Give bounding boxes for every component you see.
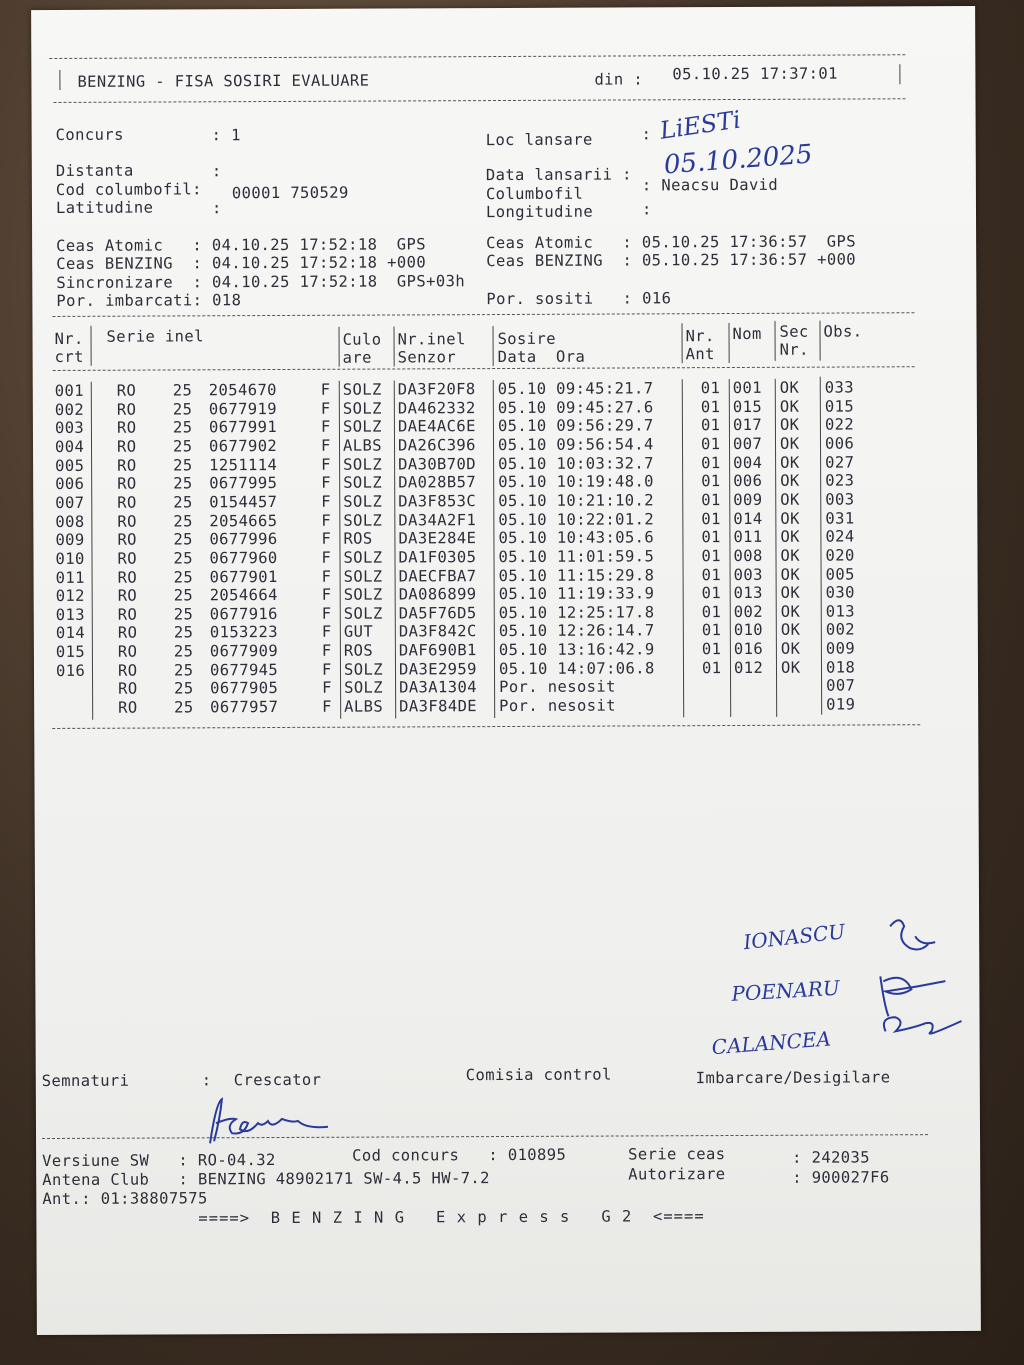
row-nom: 010 bbox=[733, 621, 764, 640]
row-tara: RO bbox=[117, 642, 138, 661]
row-sosire: 05.10 11:15:29.8 bbox=[498, 565, 655, 585]
header-sep bbox=[681, 323, 682, 363]
longitudine-value: : bbox=[641, 200, 652, 219]
latitudine-label: Latitudine bbox=[55, 198, 154, 217]
row-sex: F bbox=[322, 679, 332, 698]
body-sep bbox=[820, 377, 822, 715]
row-sex: F bbox=[320, 418, 331, 437]
row-nr: 002 bbox=[54, 400, 85, 419]
header-sep bbox=[774, 321, 775, 361]
row-culoare: ROS bbox=[343, 529, 373, 548]
row-senzor: DAF690B1 bbox=[398, 641, 477, 660]
row-sex: F bbox=[321, 604, 332, 623]
header-left-bar bbox=[59, 70, 60, 90]
row-ant: 01 bbox=[701, 453, 721, 472]
row-sex: F bbox=[322, 697, 332, 716]
col-sec-header-2: Nr. bbox=[779, 340, 809, 359]
row-inel: 2054665 bbox=[209, 511, 278, 530]
row-an: 25 bbox=[173, 493, 193, 512]
row-culoare: SOLZ bbox=[343, 585, 383, 604]
row-an: 25 bbox=[173, 549, 194, 568]
row-ant: 01 bbox=[701, 584, 722, 603]
row-sec: OK bbox=[780, 527, 800, 546]
header-top-rule bbox=[49, 54, 905, 59]
row-sex: F bbox=[321, 529, 332, 548]
row-obs: 006 bbox=[824, 434, 855, 453]
data-lansarii-handwritten: 05.10.2025 bbox=[662, 139, 814, 181]
body-sep bbox=[339, 381, 341, 719]
row-sosire: 05.10 14:07:06.8 bbox=[498, 659, 655, 678]
row-sec: OK bbox=[780, 471, 800, 491]
row-sec: OK bbox=[780, 639, 801, 658]
row-sex: F bbox=[321, 623, 332, 642]
crescator-label: Crescator bbox=[233, 1070, 322, 1090]
row-culoare: SOLZ bbox=[342, 399, 382, 418]
row-obs: 020 bbox=[825, 546, 855, 565]
row-tara: RO bbox=[118, 698, 138, 717]
row-senzor: DA3F853C bbox=[398, 492, 477, 511]
row-culoare: SOLZ bbox=[344, 678, 384, 698]
row-an: 25 bbox=[173, 586, 194, 605]
loc-lansare-label: Loc lansare bbox=[485, 130, 593, 150]
row-sex: F bbox=[321, 511, 332, 530]
sincronizare: Sincronizare : 04.10.25 17:52:18 GPS+03h bbox=[56, 272, 466, 292]
row-obs: 031 bbox=[825, 509, 855, 528]
row-inel: 0677945 bbox=[209, 660, 279, 680]
row-tara: RO bbox=[116, 437, 137, 456]
row-nom: 016 bbox=[733, 639, 764, 659]
row-sex: F bbox=[321, 548, 332, 567]
row-ant: 01 bbox=[701, 565, 722, 584]
row-senzor: DA5F76D5 bbox=[398, 603, 477, 623]
row-sosire: 05.10 11:01:59.5 bbox=[498, 547, 655, 566]
row-obs: 007 bbox=[826, 676, 856, 695]
autorizare-value: : 900027F6 bbox=[792, 1168, 890, 1187]
row-inel: 0677960 bbox=[209, 548, 278, 568]
row-culoare: ROS bbox=[343, 641, 374, 660]
row-sosire: 05.10 09:45:21.7 bbox=[497, 379, 654, 399]
row-inel: 0153223 bbox=[209, 623, 278, 642]
row-an: 25 bbox=[174, 698, 194, 717]
row-tara: RO bbox=[117, 605, 138, 624]
row-senzor: DA3F84DE bbox=[399, 697, 478, 716]
row-tara: RO bbox=[117, 624, 138, 643]
concurs-value: : 1 bbox=[211, 126, 241, 145]
header-sep bbox=[728, 323, 729, 363]
antena-club: Antena Club : BENZING 48902171 SW-4.5 HW-7.2 bbox=[42, 1169, 490, 1190]
row-nr: 004 bbox=[54, 437, 85, 456]
row-senzor: DA3E284E bbox=[398, 529, 477, 548]
row-obs: 009 bbox=[825, 639, 856, 658]
row-ant: 01 bbox=[701, 472, 721, 491]
serie-ceas-value: : 242035 bbox=[792, 1148, 871, 1167]
row-sosire: 05.10 10:19:48.0 bbox=[498, 472, 654, 492]
row-inel: 0677919 bbox=[208, 399, 278, 418]
row-sec: OK bbox=[780, 546, 801, 565]
report-title: BENZING - FISA SOSIRI EVALUARE bbox=[77, 71, 370, 91]
row-tara: RO bbox=[117, 568, 138, 587]
header-bottom-rule bbox=[54, 98, 906, 103]
row-inel: 0677996 bbox=[209, 530, 278, 549]
row-inel: 0677991 bbox=[208, 418, 278, 437]
row-nr: 008 bbox=[55, 512, 85, 531]
row-sex: F bbox=[321, 492, 332, 511]
row-nr: 001 bbox=[54, 381, 85, 400]
row-ant: 01 bbox=[700, 434, 721, 454]
distanta-label: Distanta bbox=[55, 161, 134, 180]
row-ant: 01 bbox=[701, 528, 721, 547]
col-sec-header: Sec bbox=[779, 322, 809, 341]
row-an: 25 bbox=[173, 623, 194, 642]
row-sex: F bbox=[321, 474, 331, 493]
row-ant: 01 bbox=[701, 658, 722, 677]
row-tara: RO bbox=[117, 586, 138, 605]
row-an: 25 bbox=[173, 661, 194, 680]
row-tara: RO bbox=[117, 456, 137, 475]
row-obs: 027 bbox=[825, 453, 855, 472]
row-sec: OK bbox=[780, 658, 801, 677]
row-an: 25 bbox=[173, 642, 194, 661]
row-nr: 009 bbox=[55, 531, 85, 550]
row-senzor: DAE4AC6E bbox=[397, 417, 476, 436]
row-ant: 01 bbox=[700, 416, 721, 435]
col-nom-header: Nom bbox=[732, 324, 762, 344]
row-sosire: 05.10 09:56:29.7 bbox=[497, 416, 654, 436]
row-senzor: DA30B70D bbox=[398, 454, 476, 474]
row-senzor: DA34A2F1 bbox=[398, 510, 477, 530]
loc-lansare-handwritten: LiESTi bbox=[658, 105, 743, 145]
row-sosire: 05.10 10:22:01.2 bbox=[498, 509, 655, 529]
row-culoare: SOLZ bbox=[343, 473, 383, 492]
cod-concurs: Cod concurs : 010895 bbox=[352, 1145, 567, 1165]
row-sex: F bbox=[320, 436, 331, 455]
row-an: 25 bbox=[172, 400, 193, 419]
row-obs: 024 bbox=[825, 527, 855, 546]
col-senzor-header: Nr.inel bbox=[397, 330, 466, 349]
row-sec: OK bbox=[780, 602, 801, 621]
row-nr: 013 bbox=[55, 605, 85, 624]
body-sep bbox=[682, 379, 684, 717]
benzing-banner: ====> B E N Z I N G E x p r e s s G 2 <==== bbox=[198, 1207, 705, 1228]
cod-columbofil-value: 00001 750529 bbox=[231, 183, 349, 203]
row-nom: 003 bbox=[733, 565, 763, 584]
row-sosire: Por. nesosit bbox=[499, 696, 616, 716]
imbarcare-label: Imbarcare/Desigilare bbox=[695, 1068, 891, 1088]
row-tara: RO bbox=[118, 679, 138, 699]
ceas-benzing-end: Ceas BENZING : 05.10.25 17:36:57 +000 bbox=[486, 250, 857, 271]
data-lansarii-label: Data lansarii : bbox=[485, 165, 632, 185]
row-tara: RO bbox=[117, 512, 137, 531]
row-sex: F bbox=[321, 641, 332, 660]
row-nr: 005 bbox=[55, 456, 85, 475]
longitudine-label: Longitudine bbox=[485, 202, 594, 222]
row-sosire: Por. nesosit bbox=[499, 677, 616, 697]
row-culoare: GUT bbox=[343, 623, 374, 642]
row-sec: OK bbox=[780, 583, 801, 602]
row-nom: 011 bbox=[733, 528, 763, 547]
row-inel: 0677916 bbox=[209, 604, 278, 624]
row-sosire: 05.10 10:03:32.7 bbox=[498, 453, 654, 473]
row-senzor: DAECFBA7 bbox=[398, 566, 477, 585]
row-senzor: DA086899 bbox=[398, 585, 477, 604]
row-sec: OK bbox=[779, 434, 800, 453]
row-sosire: 05.10 11:19:33.9 bbox=[498, 584, 655, 604]
row-nom: 002 bbox=[733, 602, 763, 621]
columbofil-value: : Neacsu David bbox=[641, 175, 779, 195]
row-ant: 01 bbox=[700, 397, 721, 416]
row-ant: 01 bbox=[701, 546, 722, 565]
row-nom: 001 bbox=[732, 378, 763, 398]
row-ant: 01 bbox=[701, 490, 721, 510]
porumbei-imbarcati: Por. imbarcati: 018 bbox=[56, 291, 242, 310]
row-nr: 006 bbox=[55, 475, 85, 494]
row-culoare: SOLZ bbox=[342, 417, 382, 437]
header-sep bbox=[492, 326, 493, 366]
row-culoare: SOLZ bbox=[343, 660, 383, 679]
row-sec: OK bbox=[780, 621, 801, 640]
report-timestamp: 05.10.25 17:37:01 bbox=[672, 64, 838, 84]
row-sex: F bbox=[321, 660, 332, 679]
row-sex: F bbox=[320, 399, 331, 418]
table-bottom-rule bbox=[52, 724, 920, 729]
row-culoare: SOLZ bbox=[343, 548, 383, 567]
row-sec: OK bbox=[780, 509, 800, 528]
row-inel: 0154457 bbox=[209, 492, 278, 512]
col-ant-header: Nr. bbox=[685, 327, 715, 346]
loc-lansare-colon: : bbox=[641, 125, 652, 144]
signature-poenaru: POENARU bbox=[730, 975, 841, 1006]
row-obs: 033 bbox=[824, 378, 855, 397]
row-inel: 1251114 bbox=[209, 455, 278, 474]
row-inel: 0677902 bbox=[208, 436, 278, 456]
row-senzor: DA3E2959 bbox=[398, 659, 477, 679]
row-nr: 012 bbox=[55, 586, 85, 606]
antena-id: Ant.: 01:38807575 bbox=[42, 1189, 208, 1209]
cod-columbofil-label: Cod columbofil: bbox=[55, 180, 202, 199]
row-nom: 004 bbox=[733, 453, 763, 472]
row-nr: 011 bbox=[55, 568, 85, 587]
row-nom: 014 bbox=[733, 509, 763, 528]
concurs-label: Concurs bbox=[55, 125, 124, 144]
row-sosire: 05.10 12:26:14.7 bbox=[498, 621, 655, 641]
row-sosire: 05.10 12:25:17.8 bbox=[498, 603, 655, 622]
col-obs-header: Obs. bbox=[823, 322, 863, 341]
row-an: 25 bbox=[173, 530, 193, 549]
row-sosire: 05.10 09:56:54.4 bbox=[497, 435, 654, 454]
col-sosire-header-2: Data Ora bbox=[497, 347, 586, 367]
row-sec: OK bbox=[780, 565, 801, 584]
row-tara: RO bbox=[117, 493, 137, 512]
row-an: 25 bbox=[174, 679, 194, 698]
row-obs: 005 bbox=[825, 564, 855, 584]
row-tara: RO bbox=[117, 661, 138, 680]
row-sex: F bbox=[320, 380, 331, 399]
row-sec: OK bbox=[779, 378, 800, 397]
row-obs: 030 bbox=[825, 583, 855, 602]
report-din-label: din : bbox=[594, 70, 644, 89]
table-top-rule bbox=[52, 312, 914, 317]
row-culoare: SOLZ bbox=[343, 567, 383, 586]
row-inel: 0677957 bbox=[210, 698, 279, 717]
col-culoare-header: Culo bbox=[342, 330, 382, 349]
row-sosire: 05.10 10:43:05.6 bbox=[498, 528, 655, 548]
row-an: 25 bbox=[173, 455, 193, 475]
row-culoare: SOLZ bbox=[343, 455, 383, 474]
printed-sheet bbox=[31, 6, 981, 1335]
row-tara: RO bbox=[117, 530, 137, 549]
col-serie-header: Serie inel bbox=[106, 327, 204, 346]
header-sep bbox=[338, 327, 339, 367]
row-nom: 017 bbox=[732, 416, 763, 435]
body-sep bbox=[394, 380, 396, 718]
row-culoare: ALBS bbox=[342, 436, 382, 455]
header-sep bbox=[90, 326, 91, 366]
comisia-control-label: Comisia control bbox=[465, 1065, 612, 1085]
signature-ionascu: IONASCU bbox=[742, 919, 847, 955]
row-senzor: DA028B57 bbox=[398, 473, 477, 492]
row-sosire: 05.10 09:45:27.6 bbox=[497, 397, 654, 417]
row-obs: 023 bbox=[825, 471, 855, 490]
row-sec: OK bbox=[780, 490, 800, 509]
row-culoare: SOLZ bbox=[343, 492, 383, 511]
row-culoare: ALBS bbox=[344, 697, 384, 716]
row-tara: RO bbox=[117, 474, 137, 493]
row-inel: 0677905 bbox=[210, 679, 279, 698]
row-senzor: DA3F20F8 bbox=[397, 380, 476, 399]
columbofil-label: Columbofil bbox=[485, 184, 584, 204]
row-nom: 008 bbox=[733, 546, 763, 565]
row-nr: 007 bbox=[55, 493, 85, 512]
row-senzor: DA462332 bbox=[397, 398, 476, 418]
row-an: 25 bbox=[173, 511, 193, 530]
row-sex: F bbox=[321, 567, 332, 586]
row-an: 25 bbox=[172, 381, 193, 400]
row-ant: 01 bbox=[701, 509, 721, 528]
row-nom: 007 bbox=[732, 434, 763, 453]
row-sec: OK bbox=[780, 453, 800, 472]
row-inel: 2054670 bbox=[208, 380, 277, 400]
row-nr: 003 bbox=[54, 419, 85, 438]
row-obs: 013 bbox=[825, 602, 855, 621]
row-culoare: SOLZ bbox=[343, 511, 383, 530]
col-nr-header: Nr. bbox=[54, 329, 84, 348]
row-tara: RO bbox=[116, 400, 137, 419]
col-senzor-header-2: Senzor bbox=[397, 348, 457, 367]
row-nom: 013 bbox=[733, 584, 763, 603]
row-an: 25 bbox=[173, 474, 193, 493]
row-inel: 0677995 bbox=[209, 474, 278, 493]
row-nom: 012 bbox=[733, 658, 764, 677]
row-inel: 0677909 bbox=[209, 642, 279, 661]
latitudine-value: : bbox=[211, 199, 222, 218]
row-nom: 009 bbox=[733, 490, 763, 509]
row-nom: 015 bbox=[732, 397, 763, 416]
body-sep bbox=[729, 379, 731, 717]
row-obs: 003 bbox=[825, 490, 855, 509]
row-tara: RO bbox=[117, 549, 138, 568]
row-obs: 002 bbox=[825, 620, 856, 640]
row-sosire: 05.10 10:21:10.2 bbox=[498, 491, 655, 510]
row-an: 25 bbox=[173, 605, 194, 624]
row-senzor: DA3F842C bbox=[398, 622, 477, 641]
row-inel: 2054664 bbox=[209, 586, 278, 605]
row-sec: OK bbox=[779, 397, 800, 416]
row-nr: 015 bbox=[55, 642, 86, 662]
body-sep bbox=[775, 379, 777, 717]
row-tara: RO bbox=[116, 418, 137, 437]
row-obs: 018 bbox=[825, 658, 856, 677]
porumbei-sositi: Por. sositi : 016 bbox=[486, 289, 672, 309]
header-sep bbox=[819, 321, 820, 361]
row-ant: 01 bbox=[700, 379, 721, 398]
row-ant: 01 bbox=[701, 640, 722, 659]
col-sosire-header: Sosire bbox=[497, 329, 556, 349]
footer-top-rule bbox=[42, 1134, 928, 1139]
serie-ceas-label: Serie ceas bbox=[628, 1145, 726, 1164]
table-header-rule bbox=[53, 366, 915, 371]
distanta-value: : bbox=[211, 162, 222, 181]
row-an: 25 bbox=[173, 567, 194, 586]
header-sep bbox=[393, 326, 394, 366]
row-ant: 01 bbox=[701, 621, 722, 640]
row-obs: 022 bbox=[824, 415, 855, 434]
ceas-atomic-start: Ceas Atomic : 04.10.25 17:52:18 GPS bbox=[56, 235, 426, 255]
row-sec: OK bbox=[779, 416, 800, 435]
header-right-bar bbox=[899, 64, 900, 84]
row-senzor: DA1F0305 bbox=[398, 547, 477, 567]
row-tara: RO bbox=[116, 381, 137, 400]
signature-calancea: CALANCEA bbox=[710, 1026, 832, 1060]
col-ant-header-2: Ant bbox=[685, 345, 715, 364]
row-sex: F bbox=[321, 585, 332, 604]
row-culoare: SOLZ bbox=[342, 380, 382, 399]
row-sosire: 05.10 13:16:42.9 bbox=[498, 640, 655, 660]
row-culoare: SOLZ bbox=[343, 604, 383, 623]
col-culoare-header-2: are bbox=[342, 348, 372, 367]
row-ant: 01 bbox=[701, 602, 722, 621]
row-nr: 010 bbox=[55, 549, 85, 568]
ceas-atomic-end: Ceas Atomic : 05.10.25 17:36:57 GPS bbox=[486, 232, 856, 253]
row-senzor: DA26C396 bbox=[397, 436, 476, 455]
row-sex: F bbox=[321, 455, 331, 474]
col-nr-header-2: crt bbox=[54, 347, 84, 366]
row-an: 25 bbox=[172, 418, 193, 437]
row-nr: 016 bbox=[55, 661, 86, 680]
row-inel: 0677901 bbox=[209, 567, 278, 586]
row-nom: 006 bbox=[733, 472, 763, 491]
autorizare-label: Autorizare bbox=[628, 1165, 726, 1184]
versiune-sw: Versiune SW : RO-04.32 bbox=[42, 1151, 276, 1171]
crescator-signature bbox=[200, 1093, 350, 1154]
body-sep bbox=[91, 382, 93, 720]
body-sep bbox=[493, 380, 495, 718]
semnaturi-label: Semnaturi bbox=[41, 1071, 130, 1091]
signature-scribbles bbox=[715, 906, 976, 1047]
ceas-benzing-start: Ceas BENZING : 04.10.25 17:52:18 +000 bbox=[56, 253, 427, 273]
row-nr: 014 bbox=[55, 624, 86, 643]
semnaturi-colon: : bbox=[201, 1071, 212, 1090]
row-obs: 019 bbox=[826, 695, 856, 714]
row-obs: 015 bbox=[824, 397, 855, 416]
row-an: 25 bbox=[172, 437, 193, 456]
row-senzor: DA3A1304 bbox=[399, 678, 477, 697]
